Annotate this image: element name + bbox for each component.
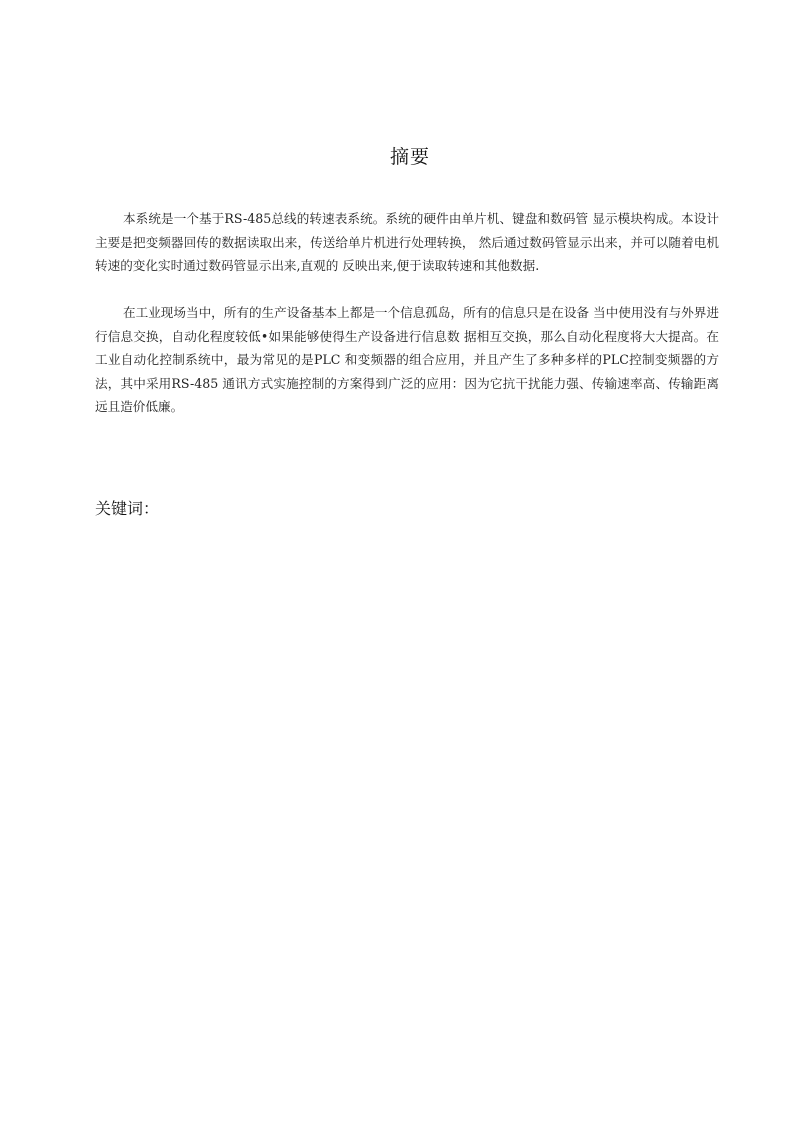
abstract-paragraph-1: 本系统是一个基于RS-485总线的转速表系统。系统的硬件由单片机、键盘和数码管 显示模块构成。本设计主要是把变频器回传的数据读取出来，传送给单片机进行处理转换， 然后通过数码管显示出来，并可以随着电机转速的变化实时通过数码管显示出来,直观的 反映出来,便于读取转速和其他数据.: [95, 211, 719, 274]
abstract-paragraph-2: 在工业现场当中，所有的生产设备基本上都是一个信息孤岛，所有的信息只是在设备 当中使用没有与外界进行信息交换，自动化程度较低•如果能够使得生产设备进行信息数 据相互交换，那么自动化程度将大大提高。在工业自动化控制系统中，最为常见的是PLC 和变频器的组合应用，并且产生了多种多样的PLC控制变频器的方法，其中采用RS-485 通讯方式实施控制的方案得到广泛的应用：因为它抗干扰能力强、传输速率高、传输距离 远且造价低廉。: [95, 305, 719, 415]
keywords-label: 关键词：: [95, 499, 160, 518]
abstract-title: 摘要: [389, 146, 430, 168]
